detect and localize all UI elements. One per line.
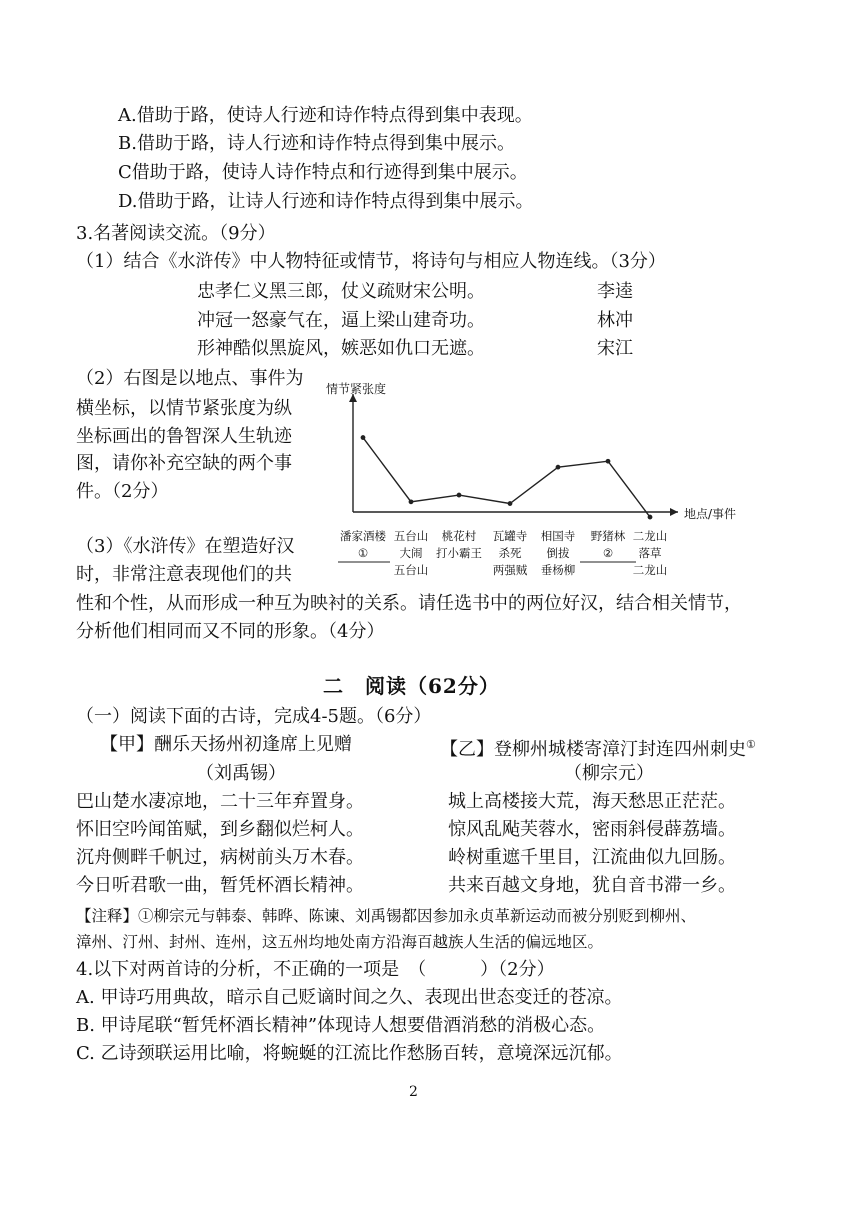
- page-number: 2: [409, 1084, 418, 1100]
- data-point-4: [508, 501, 513, 506]
- poem-a-line-2: 怀旧空吟闻笛赋，到乡翻似烂柯人。: [76, 819, 364, 840]
- category-label-7-2: 落草: [638, 546, 662, 560]
- annotation-line2: 漳州、汀州、封州、连州，这五州均地处南方沿海百越族人生活的偏远地区。: [76, 933, 604, 951]
- x-axis-label: 地点/事件: [684, 507, 737, 521]
- poem-b-line-4: 共来百越文身地，犹自音书滞一乡。: [448, 875, 736, 896]
- category-label-3-1: 桃花村: [441, 529, 477, 543]
- q3-part3-line1: （3）《水浒传》在塑造好汉: [76, 536, 295, 557]
- q3-part3-line2: 时，非常注意表现他们的共: [76, 564, 292, 585]
- poem-name-2: 林冲: [597, 310, 633, 331]
- category-label-2-2: 大闹: [399, 546, 423, 560]
- poem-a-line-1: 巴山楚水凄凉地，二十三年弃置身。: [76, 791, 364, 812]
- q3-title: 3.名著阅读交流。（9分）: [76, 223, 276, 244]
- series-line: [363, 438, 650, 518]
- q3-part3-line3: 性和个性，从而形成一种互为映衬的关系。请任选书中的两位好汉，结合相关情节，: [76, 593, 742, 614]
- poem-b-title: 【乙】登柳州城楼寄漳汀封连四州刺史①: [440, 738, 756, 760]
- data-point-2: [409, 499, 414, 504]
- poem-a-line-4: 今日听君歌一曲，暂凭杯酒长精神。: [76, 875, 364, 896]
- category-label-7-3: 二龙山: [632, 563, 668, 577]
- y-axis-label: 情节紧张度: [326, 382, 387, 396]
- category-label-2-1: 五台山: [393, 529, 429, 543]
- data-point-5: [556, 465, 561, 470]
- category-label-4-3: 两强贼: [492, 563, 528, 577]
- category-label-5-2: 倒拔: [546, 546, 570, 560]
- data-point-1: [361, 435, 366, 440]
- x-axis-arrow: [670, 508, 678, 516]
- option-a: A.借助于路，使诗人行迹和诗作特点得到集中表现。: [118, 105, 533, 126]
- data-point-6: [606, 459, 611, 464]
- trajectory-chart: [318, 372, 768, 587]
- q4-option-b: B. 甲诗尾联“暂凭杯酒长精神”体现诗人想要借酒消愁的消极心态。: [76, 1015, 606, 1036]
- category-label-1-2: ①: [357, 546, 369, 560]
- q4-option-c: C. 乙诗颈联运用比喻，将蜿蜒的江流比作愁肠百转，意境深远沉郁。: [76, 1043, 623, 1064]
- category-label-5-3: 垂杨柳: [540, 563, 576, 577]
- poem-b-line-1: 城上高楼接大荒，海天愁思正茫茫。: [448, 791, 736, 812]
- poem-name-1: 李逵: [597, 281, 633, 302]
- poem-b-line-3: 岭树重遮千里目，江流曲似九回肠。: [448, 847, 736, 868]
- q3-part3-line4: 分析他们相同而又不同的形象。（4分）: [76, 621, 385, 642]
- poem-a-author: （刘禹锡）: [196, 763, 286, 784]
- category-label-2-3: 五台山: [393, 563, 429, 577]
- poem-b-author: （柳宗元）: [564, 763, 654, 784]
- poem-b-line-2: 惊风乱飐芙蓉水，密雨斜侵薜荔墙。: [448, 819, 736, 840]
- option-c: C借助于路，使诗人诗作特点和行迹得到集中展示。: [118, 162, 528, 183]
- note-mark: ①: [746, 738, 756, 751]
- q4-title: 4.以下对两首诗的分析，不正确的一项是 （ ）（2分）: [76, 959, 555, 980]
- q3-part2-line1: （2）右图是以地点、事件为: [76, 368, 304, 389]
- q4-option-a: A. 甲诗巧用典故，暗示自己贬谪时间之久、表现出世态变迁的苍凉。: [76, 987, 623, 1008]
- q3-part1: （1）结合《水浒传》中人物特征或情节，将诗句与相应人物连线。（3分）: [76, 251, 666, 272]
- category-label-6-2: ②: [602, 546, 614, 560]
- poem-line-2: 冲冠一怒豪气在，逼上梁山建奇功。: [197, 310, 485, 331]
- category-label-5-1: 相国寺: [540, 529, 576, 543]
- poem-a-line-3: 沉舟侧畔千帆过，病树前头万木春。: [76, 847, 364, 868]
- category-label-6-1: 野猪林: [590, 529, 626, 543]
- category-label-1-1: 潘家酒楼: [340, 529, 386, 543]
- category-label-7-1: 二龙山: [632, 529, 668, 543]
- annotation-line1: 【注释】①柳宗元与韩泰、韩晔、陈谏、刘禹锡都因参加永贞革新运动而被分别贬到柳州、: [76, 907, 697, 925]
- data-point-7: [648, 515, 653, 520]
- poem-line-3: 形神酷似黑旋风，嫉恶如仇口无遮。: [197, 338, 485, 359]
- section-intro: （一）阅读下面的古诗，完成4-5题。（6分）: [76, 706, 432, 727]
- q3-part2-line2: 横坐标，以情节紧张度为纵: [76, 398, 292, 419]
- q3-part2-line3: 坐标画出的鲁智深人生轨迹: [76, 426, 292, 447]
- poem-name-3: 宋江: [597, 338, 633, 359]
- data-point-3: [457, 493, 462, 498]
- poem-line-1: 忠孝仁义黑三郎，仗义疏财宋公明。: [197, 281, 485, 302]
- category-label-3-2: 打小霸王: [436, 546, 482, 560]
- option-d: D.借助于路，让诗人行迹和诗作特点得到集中展示。: [118, 191, 534, 212]
- poem-a-title: 【甲】酬乐天扬州初逢席上见赠: [100, 734, 352, 755]
- section-title: 二 阅读（62分）: [323, 674, 500, 698]
- category-label-4-1: 瓦罐寺: [492, 529, 528, 543]
- category-label-4-2: 杀死: [498, 546, 522, 560]
- option-b: B.借助于路，诗人行迹和诗作特点得到集中展示。: [118, 133, 515, 154]
- q3-part2-line5: 件。（2分）: [76, 481, 169, 502]
- q3-part2-line4: 图，请你补充空缺的两个事: [76, 453, 292, 474]
